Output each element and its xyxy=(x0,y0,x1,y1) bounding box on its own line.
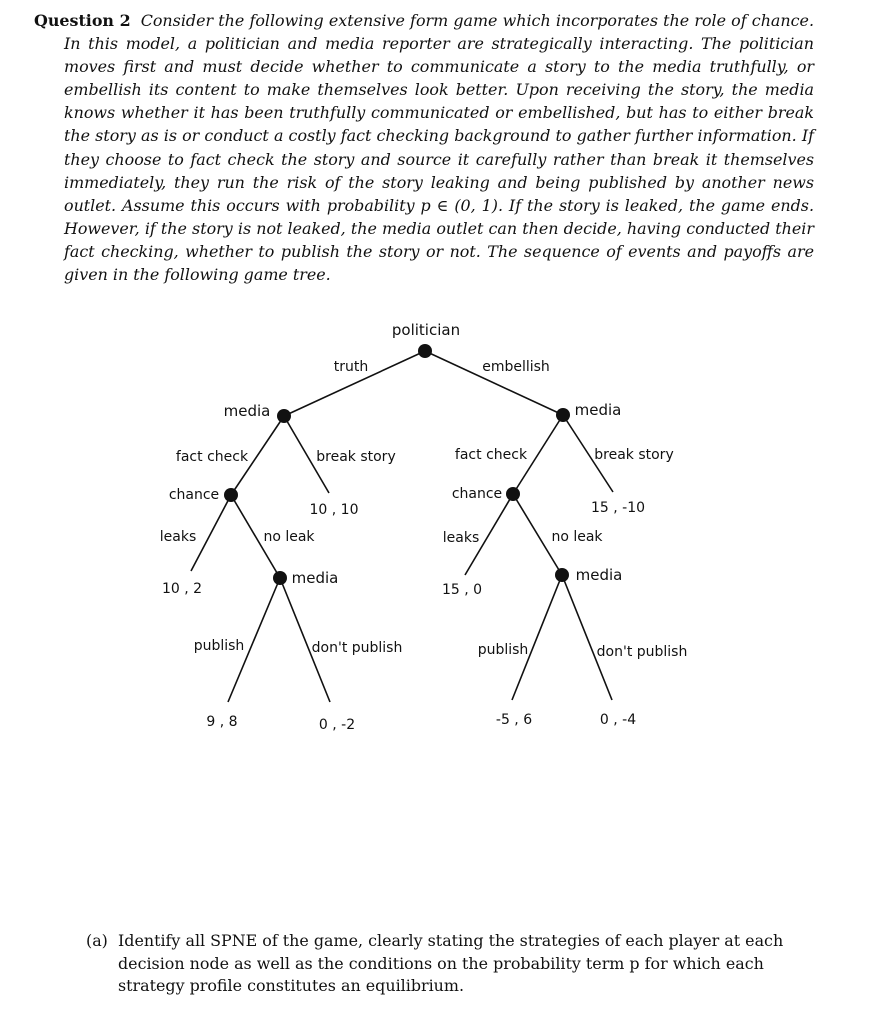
edge-right-dont-publish xyxy=(562,575,612,700)
label-fact-check-left: fact check xyxy=(175,449,249,465)
payoff-dont-publish-right: 0 , -4 xyxy=(599,712,637,728)
payoff-leak-right: 15 , 0 xyxy=(441,582,483,598)
label-publish-right: publish xyxy=(477,642,529,658)
payoff-publish-right: -5 , 6 xyxy=(495,712,533,728)
node-politician xyxy=(418,344,432,358)
node-media2-left xyxy=(273,571,287,585)
label-publish-left: publish xyxy=(193,638,245,654)
label-dont-publish-right: don't publish xyxy=(596,644,688,660)
node-media2-right xyxy=(555,568,569,582)
node-media-left xyxy=(277,409,291,423)
label-leaks-left: leaks xyxy=(159,529,197,545)
label-break-story-left: break story xyxy=(316,449,396,465)
label-embellish: embellish xyxy=(482,359,550,375)
question-label: Question 2 xyxy=(34,11,131,30)
question-text: Consider the following extensive form game which incorporates the role of chance. In this model, a politician and media reporter are strategically interacting. The politician moves first and must decide whether to communicate a story to the media truthfully, or embellish its content to make themselves look better. Upon receiving the story, the media knows whether it has been truthfully communicated or embellished, but has to either break the story as is or conduct a costly fact checking background to gather further information. If they choose to fact check the story and source it carefully rather than break it themselves immediately, they run the risk of the story leaking and being published by another news outlet. Assume this occurs with probability p ∈ (0, 1). If the story is leaked, the game ends. However, if the story is not leaked, the media outlet can then decide, having conducted their fact checking, whether to publish the story or not. The sequence of events and payoffs are given in the following game tree. xyxy=(64,11,814,285)
label-media2-left: media xyxy=(291,569,339,587)
label-no-leak-right: no leak xyxy=(551,529,603,545)
node-chance-right xyxy=(506,487,520,501)
node-media-right xyxy=(556,408,570,422)
part-a-text: Identify all SPNE of the game, clearly stating the strategies of each player at each decision node as well as the conditions on the probability term p for which each strategy profile constitutes an equilibrium. xyxy=(118,931,784,995)
payoff-leak-left: 10 , 2 xyxy=(161,581,203,597)
payoff-break-left: 10 , 10 xyxy=(309,502,359,518)
game-tree xyxy=(0,300,871,750)
label-dont-publish-left: don't publish xyxy=(311,640,403,656)
label-truth: truth xyxy=(333,359,369,375)
label-chance-left: chance xyxy=(168,487,220,503)
part-a-label: (a) xyxy=(86,931,108,950)
part-a xyxy=(86,930,814,998)
label-media-right: media xyxy=(574,401,622,419)
label-chance-right: chance xyxy=(451,486,503,502)
question-paragraph xyxy=(34,9,814,286)
label-break-story-right: break story xyxy=(594,447,674,463)
label-no-leak-left: no leak xyxy=(263,529,315,545)
node-chance-left xyxy=(224,488,238,502)
payoff-publish-left: 9 , 8 xyxy=(206,714,238,730)
edge-left-leaks xyxy=(191,495,231,571)
label-media2-right: media xyxy=(575,566,623,584)
edge-right-publish xyxy=(512,575,562,700)
label-media-left: media xyxy=(223,402,271,420)
label-politician: politician xyxy=(391,321,461,339)
label-fact-check-right: fact check xyxy=(454,447,528,463)
label-leaks-right: leaks xyxy=(442,530,480,546)
payoff-break-right: 15 , -10 xyxy=(590,500,646,516)
payoff-dont-publish-left: 0 , -2 xyxy=(318,717,356,733)
